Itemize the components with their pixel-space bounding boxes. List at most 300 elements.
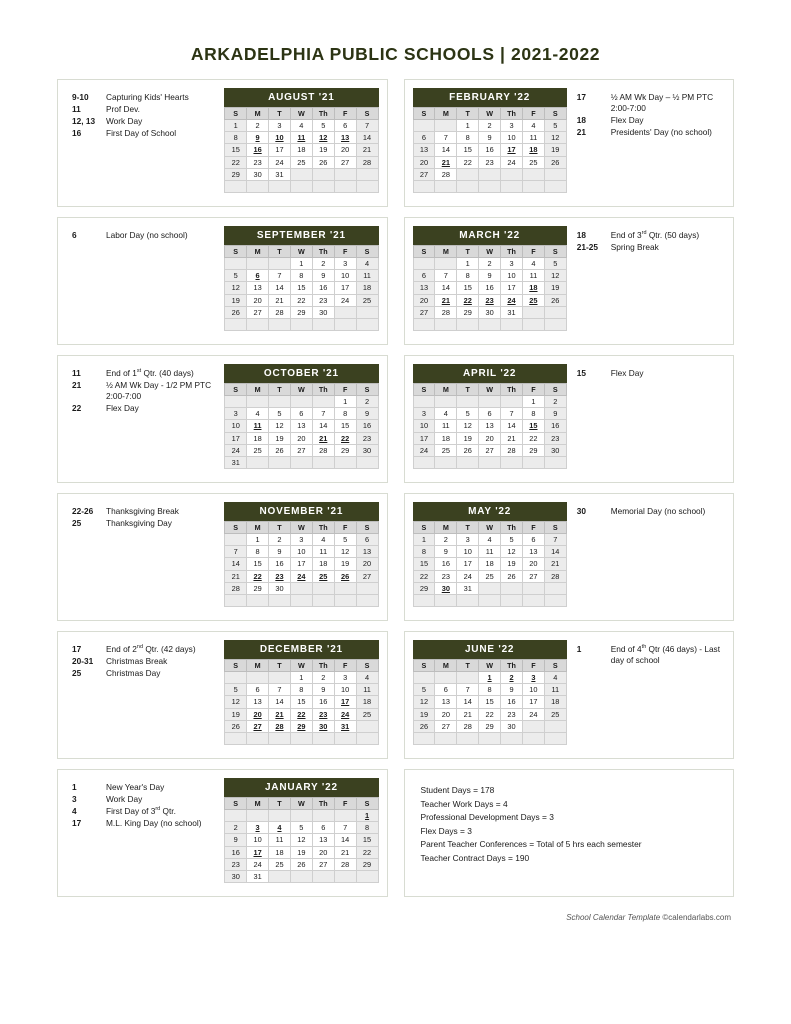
note-item bbox=[72, 668, 218, 679]
day-cell-event: 17 bbox=[334, 696, 356, 708]
note-item bbox=[577, 92, 723, 114]
day-cell: 19 bbox=[334, 558, 356, 570]
day-cell: 20 bbox=[356, 558, 378, 570]
calendar-february bbox=[411, 88, 569, 200]
day-cell-event: 1 bbox=[356, 810, 378, 822]
note-item bbox=[72, 818, 218, 829]
weekday-header: W bbox=[290, 660, 312, 672]
weekday-header: F bbox=[334, 384, 356, 396]
note-item bbox=[72, 794, 218, 805]
day-cell: 17 bbox=[269, 144, 291, 156]
day-cell: 16 bbox=[544, 420, 566, 432]
day-cell: 18 bbox=[356, 282, 378, 294]
weekday-header: M bbox=[247, 108, 269, 120]
month-header: DECEMBER '21 bbox=[224, 640, 378, 659]
weekday-header: M bbox=[247, 384, 269, 396]
weekday-header: W bbox=[290, 522, 312, 534]
day-cell: 19 bbox=[225, 294, 247, 306]
day-cell bbox=[312, 870, 334, 882]
weekday-header: W bbox=[290, 384, 312, 396]
month-panel-april bbox=[404, 355, 735, 483]
day-cell: 31 bbox=[269, 168, 291, 180]
note-text: Flex Day bbox=[610, 114, 644, 125]
weekday-header: T bbox=[457, 660, 479, 672]
weekday-header: T bbox=[269, 108, 291, 120]
day-cell: 24 bbox=[457, 570, 479, 582]
day-cell: 29 bbox=[479, 720, 501, 732]
day-cell bbox=[225, 810, 247, 822]
summary-panel bbox=[404, 769, 735, 897]
day-cell: 17 bbox=[290, 558, 312, 570]
day-cell: 5 bbox=[225, 270, 247, 282]
day-cell bbox=[457, 594, 479, 606]
day-cell-event: 24 bbox=[290, 570, 312, 582]
weekday-header: T bbox=[269, 522, 291, 534]
day-cell: 5 bbox=[290, 822, 312, 834]
weekday-header: T bbox=[457, 522, 479, 534]
note-item bbox=[72, 656, 218, 667]
weekday-header: Th bbox=[312, 798, 334, 810]
day-cell: 18 bbox=[269, 846, 291, 858]
weekday-header: W bbox=[479, 522, 501, 534]
calendar-may bbox=[411, 502, 569, 614]
day-cell bbox=[435, 672, 457, 684]
weekday-header: Th bbox=[501, 522, 523, 534]
summary-line: Student Days = 178 bbox=[420, 785, 495, 795]
day-cell: 4 bbox=[544, 672, 566, 684]
day-cell-event: 25 bbox=[522, 294, 544, 306]
day-cell: 14 bbox=[544, 546, 566, 558]
calendar-row bbox=[57, 631, 734, 759]
day-cell: 28 bbox=[356, 156, 378, 168]
calendar-june bbox=[411, 640, 569, 752]
month-header: NOVEMBER '21 bbox=[224, 502, 378, 521]
day-cell: 14 bbox=[269, 282, 291, 294]
note-text: Memorial Day (no school) bbox=[610, 506, 706, 516]
day-cell-event: 23 bbox=[312, 708, 334, 720]
day-cell bbox=[457, 318, 479, 330]
day-cell: 30 bbox=[356, 444, 378, 456]
day-cell: 27 bbox=[413, 306, 435, 318]
day-cell: 13 bbox=[247, 696, 269, 708]
day-cell: 26 bbox=[501, 570, 523, 582]
day-cell: 5 bbox=[501, 534, 523, 546]
weekday-header: S bbox=[225, 108, 247, 120]
weekday-header: T bbox=[269, 384, 291, 396]
day-cell: 2 bbox=[356, 396, 378, 408]
day-cell bbox=[225, 534, 247, 546]
month-grid bbox=[413, 659, 567, 745]
day-cell: 20 bbox=[334, 144, 356, 156]
day-cell bbox=[269, 318, 291, 330]
note-text: Capturing Kids' Hearts bbox=[106, 92, 189, 102]
day-cell: 5 bbox=[312, 120, 334, 132]
day-cell-event: 4 bbox=[269, 822, 291, 834]
day-cell: 8 bbox=[247, 546, 269, 558]
day-cell: 3 bbox=[290, 534, 312, 546]
day-cell bbox=[225, 180, 247, 192]
day-cell bbox=[413, 120, 435, 132]
weekday-header: F bbox=[334, 798, 356, 810]
day-cell: 4 bbox=[312, 534, 334, 546]
weekday-header: S bbox=[544, 522, 566, 534]
day-cell: 5 bbox=[544, 258, 566, 270]
day-cell: 21 bbox=[334, 846, 356, 858]
day-cell: 29 bbox=[247, 582, 269, 594]
day-cell: 11 bbox=[435, 420, 457, 432]
notes-september bbox=[64, 226, 222, 338]
day-cell: 23 bbox=[501, 708, 523, 720]
day-cell: 6 bbox=[312, 822, 334, 834]
day-cell: 1 bbox=[522, 396, 544, 408]
day-cell: 13 bbox=[356, 546, 378, 558]
day-cell bbox=[413, 318, 435, 330]
day-cell bbox=[290, 168, 312, 180]
month-grid bbox=[413, 383, 567, 469]
day-cell: 2 bbox=[225, 822, 247, 834]
note-date: 18 bbox=[576, 230, 586, 240]
day-cell-event: 21 bbox=[435, 156, 457, 168]
day-cell: 16 bbox=[312, 696, 334, 708]
day-cell: 14 bbox=[356, 132, 378, 144]
day-cell: 5 bbox=[225, 684, 247, 696]
day-cell bbox=[435, 180, 457, 192]
day-cell: 26 bbox=[544, 294, 566, 306]
day-cell-event: 26 bbox=[334, 570, 356, 582]
day-cell: 3 bbox=[501, 120, 523, 132]
day-cell: 7 bbox=[312, 408, 334, 420]
day-cell bbox=[435, 318, 457, 330]
day-cell: 2 bbox=[312, 672, 334, 684]
weekday-header: M bbox=[247, 522, 269, 534]
note-item bbox=[577, 242, 723, 253]
day-cell bbox=[247, 318, 269, 330]
weekday-header: S bbox=[356, 522, 378, 534]
day-cell bbox=[247, 810, 269, 822]
day-cell: 19 bbox=[457, 432, 479, 444]
day-cell: 13 bbox=[479, 420, 501, 432]
day-cell: 11 bbox=[522, 132, 544, 144]
day-cell: 5 bbox=[457, 408, 479, 420]
day-cell-event: 22 bbox=[457, 294, 479, 306]
day-cell: 16 bbox=[225, 846, 247, 858]
day-cell bbox=[247, 732, 269, 744]
weekday-header: Th bbox=[312, 246, 334, 258]
day-cell: 17 bbox=[334, 282, 356, 294]
day-cell-event: 28 bbox=[269, 720, 291, 732]
day-cell: 14 bbox=[435, 144, 457, 156]
weekday-header: S bbox=[544, 108, 566, 120]
day-cell-event: 29 bbox=[290, 720, 312, 732]
day-cell bbox=[544, 318, 566, 330]
day-cell: 21 bbox=[457, 708, 479, 720]
note-item bbox=[72, 368, 218, 379]
day-cell: 26 bbox=[269, 444, 291, 456]
month-header: MAY '22 bbox=[413, 502, 567, 521]
day-cell bbox=[356, 732, 378, 744]
day-cell: 26 bbox=[544, 156, 566, 168]
day-cell: 28 bbox=[334, 858, 356, 870]
day-cell bbox=[334, 870, 356, 882]
month-panel-november bbox=[57, 493, 388, 621]
day-cell bbox=[312, 810, 334, 822]
note-item bbox=[577, 127, 723, 138]
note-item bbox=[72, 506, 218, 517]
month-panel-september bbox=[57, 217, 388, 345]
day-cell bbox=[356, 870, 378, 882]
day-cell-event: 17 bbox=[501, 144, 523, 156]
day-cell: 9 bbox=[501, 684, 523, 696]
day-cell-event: 10 bbox=[269, 132, 291, 144]
day-cell bbox=[522, 720, 544, 732]
day-cell: 6 bbox=[522, 534, 544, 546]
day-cell: 9 bbox=[225, 834, 247, 846]
day-cell bbox=[334, 180, 356, 192]
calendar-january bbox=[222, 778, 380, 890]
day-cell: 4 bbox=[522, 120, 544, 132]
weekday-header: W bbox=[479, 246, 501, 258]
weekday-header: S bbox=[544, 384, 566, 396]
weekday-header: W bbox=[290, 798, 312, 810]
day-cell: 20 bbox=[247, 294, 269, 306]
summary-line: Professional Development Days = 3 bbox=[420, 812, 554, 823]
day-cell: 7 bbox=[334, 822, 356, 834]
note-date: 4 bbox=[72, 805, 77, 816]
month-grid bbox=[224, 107, 378, 193]
day-cell bbox=[312, 168, 334, 180]
day-cell bbox=[225, 396, 247, 408]
day-cell bbox=[457, 456, 479, 468]
day-cell: 25 bbox=[290, 156, 312, 168]
weekday-header: F bbox=[334, 522, 356, 534]
day-cell: 13 bbox=[413, 144, 435, 156]
month-grid bbox=[413, 107, 567, 193]
day-cell: 12 bbox=[413, 696, 435, 708]
day-cell: 4 bbox=[435, 408, 457, 420]
day-cell: 16 bbox=[312, 282, 334, 294]
day-cell: 20 bbox=[290, 432, 312, 444]
day-cell: 17 bbox=[501, 282, 523, 294]
day-cell: 12 bbox=[544, 132, 566, 144]
month-panel-december bbox=[57, 631, 388, 759]
day-cell: 18 bbox=[247, 432, 269, 444]
day-cell bbox=[290, 456, 312, 468]
note-date: 6 bbox=[72, 230, 77, 240]
day-cell: 4 bbox=[290, 120, 312, 132]
day-cell-event: 12 bbox=[312, 132, 334, 144]
day-cell: 18 bbox=[544, 696, 566, 708]
day-cell bbox=[501, 168, 523, 180]
note-item bbox=[577, 230, 723, 241]
day-cell: 28 bbox=[435, 306, 457, 318]
day-cell: 16 bbox=[356, 420, 378, 432]
day-cell: 8 bbox=[457, 132, 479, 144]
day-cell-event: 22 bbox=[334, 432, 356, 444]
day-cell: 9 bbox=[544, 408, 566, 420]
day-cell bbox=[479, 168, 501, 180]
weekday-header: M bbox=[247, 660, 269, 672]
day-cell: 31 bbox=[457, 582, 479, 594]
day-cell: 8 bbox=[290, 270, 312, 282]
day-cell: 8 bbox=[413, 546, 435, 558]
day-cell-event: 3 bbox=[522, 672, 544, 684]
day-cell-event: 24 bbox=[501, 294, 523, 306]
day-cell bbox=[290, 594, 312, 606]
day-cell: 13 bbox=[435, 696, 457, 708]
day-cell: 4 bbox=[479, 534, 501, 546]
day-cell: 29 bbox=[290, 306, 312, 318]
day-cell: 15 bbox=[479, 696, 501, 708]
summary-line: Teacher Contract Days = 190 bbox=[420, 853, 530, 864]
note-text: Work Day bbox=[106, 115, 143, 126]
note-text: End of 2nd Qtr. (42 days) bbox=[106, 644, 196, 654]
day-cell bbox=[479, 396, 501, 408]
day-cell: 25 bbox=[356, 708, 378, 720]
note-date: 9-10 bbox=[72, 92, 89, 102]
weekday-header: S bbox=[413, 384, 435, 396]
day-cell: 18 bbox=[356, 696, 378, 708]
day-cell: 8 bbox=[457, 270, 479, 282]
day-cell: 5 bbox=[334, 534, 356, 546]
day-cell: 12 bbox=[290, 834, 312, 846]
day-cell: 26 bbox=[290, 858, 312, 870]
note-date: 30 bbox=[576, 506, 586, 516]
day-cell: 4 bbox=[356, 672, 378, 684]
day-cell bbox=[435, 456, 457, 468]
day-cell: 29 bbox=[457, 306, 479, 318]
day-cell: 23 bbox=[479, 156, 501, 168]
day-cell: 8 bbox=[356, 822, 378, 834]
day-cell: 8 bbox=[334, 408, 356, 420]
day-cell: 16 bbox=[501, 696, 523, 708]
day-cell: 25 bbox=[544, 708, 566, 720]
weekday-header: M bbox=[435, 522, 457, 534]
day-cell bbox=[479, 456, 501, 468]
day-cell bbox=[457, 672, 479, 684]
weekday-header: S bbox=[225, 384, 247, 396]
day-cell: 17 bbox=[522, 696, 544, 708]
day-cell: 5 bbox=[269, 408, 291, 420]
note-date: 17 bbox=[72, 817, 82, 828]
calendar-rows bbox=[0, 79, 791, 897]
day-cell bbox=[501, 396, 523, 408]
day-cell bbox=[413, 672, 435, 684]
day-cell bbox=[269, 258, 291, 270]
note-text: ½ AM Wk Day – ½ PM PTC 2:00-7:00 bbox=[610, 92, 714, 113]
day-cell: 25 bbox=[269, 858, 291, 870]
day-cell: 25 bbox=[356, 294, 378, 306]
weekday-header: W bbox=[479, 108, 501, 120]
month-header: MARCH '22 bbox=[413, 226, 567, 245]
day-cell: 24 bbox=[413, 444, 435, 456]
day-cell bbox=[312, 582, 334, 594]
day-cell: 23 bbox=[435, 570, 457, 582]
weekday-header: F bbox=[334, 246, 356, 258]
note-date: 21-25 bbox=[576, 241, 598, 252]
day-cell: 3 bbox=[334, 258, 356, 270]
day-cell bbox=[522, 306, 544, 318]
weekday-header: F bbox=[522, 108, 544, 120]
day-cell-event: 22 bbox=[290, 708, 312, 720]
day-cell: 11 bbox=[269, 834, 291, 846]
day-cell bbox=[522, 732, 544, 744]
day-cell bbox=[269, 396, 291, 408]
day-cell: 22 bbox=[225, 156, 247, 168]
day-cell: 12 bbox=[225, 696, 247, 708]
day-cell: 17 bbox=[413, 432, 435, 444]
day-cell bbox=[247, 594, 269, 606]
weekday-header: S bbox=[225, 522, 247, 534]
page-title: ARKADELPHIA PUBLIC SCHOOLS | 2021-2022 bbox=[190, 44, 601, 64]
day-cell bbox=[269, 456, 291, 468]
note-date: 18 bbox=[576, 114, 586, 125]
day-cell bbox=[544, 732, 566, 744]
day-cell bbox=[334, 594, 356, 606]
weekday-header: F bbox=[334, 660, 356, 672]
weekday-header: F bbox=[522, 384, 544, 396]
day-cell bbox=[522, 582, 544, 594]
note-item bbox=[72, 92, 218, 103]
day-cell-event: 21 bbox=[269, 708, 291, 720]
day-cell: 5 bbox=[544, 120, 566, 132]
day-cell: 28 bbox=[435, 168, 457, 180]
day-cell: 27 bbox=[522, 570, 544, 582]
day-cell: 7 bbox=[501, 408, 523, 420]
note-date: 22 bbox=[72, 402, 82, 413]
day-cell bbox=[334, 168, 356, 180]
weekday-header: F bbox=[522, 522, 544, 534]
day-cell: 21 bbox=[269, 294, 291, 306]
day-cell bbox=[356, 456, 378, 468]
day-cell: 19 bbox=[544, 282, 566, 294]
day-cell: 24 bbox=[334, 294, 356, 306]
day-cell bbox=[501, 456, 523, 468]
day-cell-event: 18 bbox=[522, 144, 544, 156]
day-cell: 1 bbox=[413, 534, 435, 546]
notes-january bbox=[64, 778, 222, 890]
day-cell: 10 bbox=[522, 684, 544, 696]
day-cell: 3 bbox=[225, 408, 247, 420]
day-cell: 9 bbox=[312, 684, 334, 696]
day-cell: 5 bbox=[413, 684, 435, 696]
note-text: Flex Day bbox=[610, 368, 644, 378]
day-cell: 8 bbox=[522, 408, 544, 420]
note-text: End of 4th Qtr (46 days) - Last day of school bbox=[610, 644, 721, 665]
day-cell bbox=[413, 732, 435, 744]
day-cell: 19 bbox=[225, 708, 247, 720]
note-text: Christmas Day bbox=[106, 667, 161, 678]
day-cell: 10 bbox=[413, 420, 435, 432]
day-cell: 25 bbox=[435, 444, 457, 456]
day-cell: 28 bbox=[457, 720, 479, 732]
weekday-header: S bbox=[413, 246, 435, 258]
day-cell: 13 bbox=[247, 282, 269, 294]
day-cell: 23 bbox=[544, 432, 566, 444]
day-cell: 29 bbox=[225, 168, 247, 180]
day-cell: 30 bbox=[544, 444, 566, 456]
day-cell: 15 bbox=[290, 696, 312, 708]
day-cell: 20 bbox=[522, 558, 544, 570]
calendar-row bbox=[57, 769, 734, 897]
day-cell: 17 bbox=[457, 558, 479, 570]
month-panel-october bbox=[57, 355, 388, 483]
calendar-november bbox=[222, 502, 380, 614]
weekday-header: S bbox=[356, 660, 378, 672]
weekday-header: W bbox=[479, 660, 501, 672]
day-cell: 8 bbox=[225, 132, 247, 144]
day-cell: 4 bbox=[247, 408, 269, 420]
month-header: SEPTEMBER '21 bbox=[224, 226, 378, 245]
